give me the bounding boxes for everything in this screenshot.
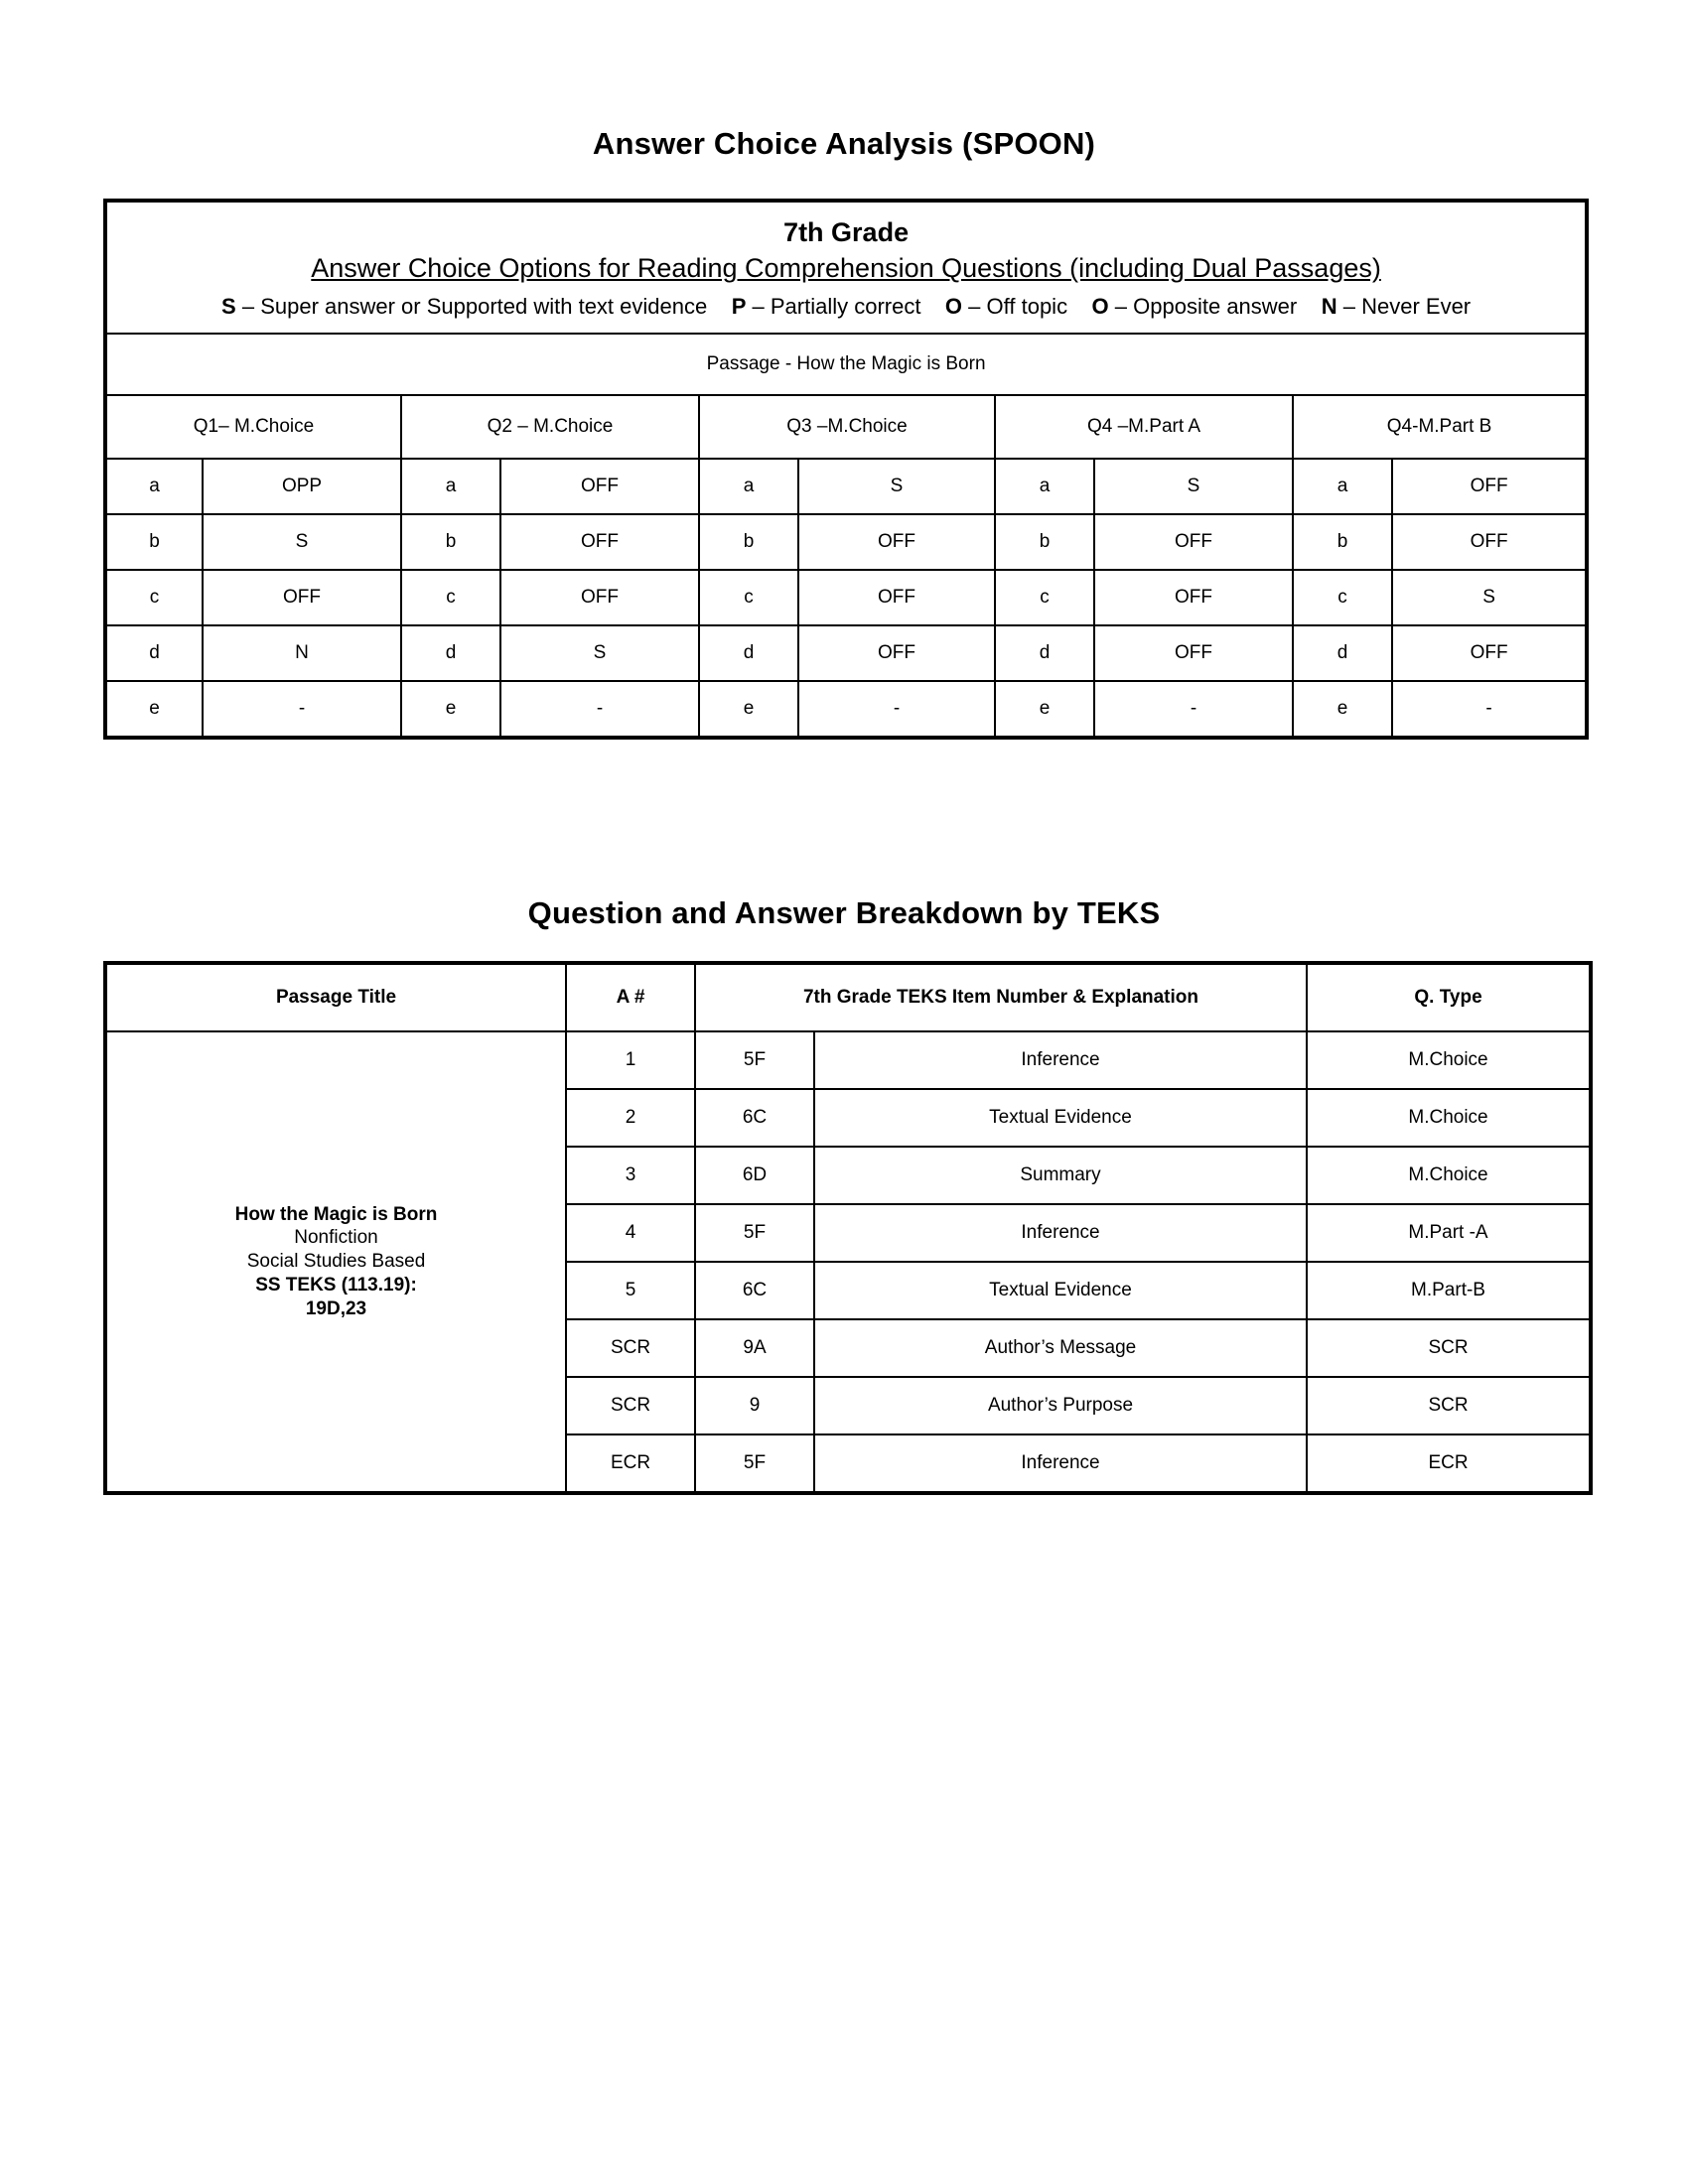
teks-explanation-cell: Textual Evidence: [814, 1262, 1307, 1319]
a-number-cell: 3: [566, 1147, 695, 1204]
choice-value: S: [798, 459, 995, 514]
choice-letter: a: [105, 459, 203, 514]
choice-value: N: [203, 625, 401, 681]
choice-value: OFF: [798, 570, 995, 625]
choice-value: OPP: [203, 459, 401, 514]
teks-explanation-cell: Textual Evidence: [814, 1089, 1307, 1147]
choice-letter: b: [1293, 514, 1392, 570]
question-type-cell: M.Choice: [1307, 1089, 1591, 1147]
teks-code-cell: 5F: [695, 1434, 814, 1493]
choice-letter: c: [699, 570, 798, 625]
table-row: [105, 459, 1587, 514]
passage-title-line-1: How the Magic is Born: [234, 1203, 438, 1225]
choice-letter: d: [1293, 625, 1392, 681]
passage-title-cell: [105, 1031, 566, 1493]
choice-letter: e: [699, 681, 798, 738]
question-header-q4-part-b: Q4-M.Part B: [1293, 395, 1587, 459]
teks-code-cell: 5F: [695, 1031, 814, 1089]
teks-explanation-cell: Summary: [814, 1147, 1307, 1204]
legend-dash-o-off: –: [968, 294, 981, 320]
question-header-q3: Q3 –M.Choice: [699, 395, 995, 459]
choice-value: OFF: [1392, 514, 1587, 570]
question-type-cell: M.Choice: [1307, 1031, 1591, 1089]
question-header-q1: Q1– M.Choice: [105, 395, 401, 459]
table-row-banner: [105, 201, 1587, 334]
grade-label: 7th Grade: [783, 217, 910, 247]
table-row: [105, 570, 1587, 625]
choice-value: OFF: [1094, 625, 1293, 681]
choice-value: OFF: [500, 514, 699, 570]
choice-value: OFF: [1392, 625, 1587, 681]
a-number-cell: ECR: [566, 1434, 695, 1493]
choice-letter: c: [1293, 570, 1392, 625]
legend-dash-s: –: [241, 294, 255, 320]
choice-letter: a: [995, 459, 1094, 514]
question-header-q2: Q2 – M.Choice: [401, 395, 699, 459]
teks-code-cell: 5F: [695, 1204, 814, 1262]
column-header-teks-item-explanation: 7th Grade TEKS Item Number & Explanation: [695, 963, 1307, 1031]
column-header-question-type: Q. Type: [1307, 963, 1591, 1031]
teks-code-cell: 9A: [695, 1319, 814, 1377]
teks-code-cell: 6C: [695, 1089, 814, 1147]
choice-letter: a: [401, 459, 500, 514]
teks-explanation-cell: Inference: [814, 1434, 1307, 1493]
table-row-question-headers: [105, 395, 1587, 459]
question-type-cell: SCR: [1307, 1319, 1591, 1377]
a-number-cell: SCR: [566, 1319, 695, 1377]
legend-text-o-off: Off topic: [986, 294, 1068, 320]
teks-explanation-cell: Author’s Message: [814, 1319, 1307, 1377]
choice-value: OFF: [203, 570, 401, 625]
teks-code-cell: 6D: [695, 1147, 814, 1204]
legend-dash-p: –: [752, 294, 765, 320]
legend-text-o-opp: Opposite answer: [1133, 294, 1298, 320]
table-row-passage: [105, 334, 1587, 395]
legend-dash-o-opp: –: [1114, 294, 1128, 320]
column-header-passage-title: Passage Title: [105, 963, 566, 1031]
choice-letter: c: [105, 570, 203, 625]
spoon-subtitle: Answer Choice Options for Reading Comprehension Questions (including Dual Passages): [311, 253, 1381, 284]
choice-value: -: [500, 681, 699, 738]
question-header-q4-part-a: Q4 –M.Part A: [995, 395, 1293, 459]
legend-key-s: S: [221, 294, 236, 320]
legend-key-p: P: [731, 294, 747, 320]
choice-letter: d: [699, 625, 798, 681]
choice-letter: e: [1293, 681, 1392, 738]
choice-value: OFF: [1094, 514, 1293, 570]
choice-value: -: [798, 681, 995, 738]
passage-subject-line: Social Studies Based: [246, 1251, 426, 1273]
choice-letter: b: [105, 514, 203, 570]
a-number-cell: 1: [566, 1031, 695, 1089]
question-type-cell: M.Part-B: [1307, 1262, 1591, 1319]
choice-letter: e: [401, 681, 500, 738]
page-title-question-answer-breakdown: Question and Answer Breakdown by TEKS: [527, 895, 1161, 930]
passage-label: Passage - How the Magic is Born: [105, 334, 1587, 395]
table-row-header: [105, 963, 1591, 1031]
choice-value: S: [1392, 570, 1587, 625]
choice-value: OFF: [798, 625, 995, 681]
a-number-cell: 4: [566, 1204, 695, 1262]
choice-letter: b: [995, 514, 1094, 570]
a-number-cell: SCR: [566, 1377, 695, 1434]
choice-value: -: [203, 681, 401, 738]
choice-value: -: [1094, 681, 1293, 738]
choice-letter: d: [105, 625, 203, 681]
passage-genre-line: Nonfiction: [294, 1227, 378, 1249]
table-row: [105, 681, 1587, 738]
choice-letter: d: [401, 625, 500, 681]
teks-explanation-cell: Inference: [814, 1031, 1307, 1089]
spoon-legend: [121, 290, 1571, 323]
legend-dash-n: –: [1342, 294, 1355, 320]
choice-value: S: [1094, 459, 1293, 514]
question-type-cell: ECR: [1307, 1434, 1591, 1493]
passage-ss-teks-codes: 19D,23: [305, 1297, 367, 1319]
question-type-cell: M.Part -A: [1307, 1204, 1591, 1262]
choice-letter: a: [1293, 459, 1392, 514]
answer-choice-analysis-table: [103, 199, 1589, 740]
question-type-cell: M.Choice: [1307, 1147, 1591, 1204]
choice-value: S: [203, 514, 401, 570]
choice-value: -: [1392, 681, 1587, 738]
choice-letter: c: [995, 570, 1094, 625]
legend-key-n: N: [1321, 294, 1337, 320]
choice-value: OFF: [1392, 459, 1587, 514]
choice-letter: b: [699, 514, 798, 570]
a-number-cell: 2: [566, 1089, 695, 1147]
column-header-a-number: A #: [566, 963, 695, 1031]
spoon-banner-cell: [105, 201, 1587, 334]
page-title-answer-choice-analysis: Answer Choice Analysis (SPOON): [592, 126, 1096, 161]
teks-explanation-cell: Author’s Purpose: [814, 1377, 1307, 1434]
passage-ss-teks-line: SS TEKS (113.19):: [255, 1274, 417, 1296]
legend-text-n: Never Ever: [1361, 294, 1472, 320]
teks-code-cell: 9: [695, 1377, 814, 1434]
table-row: [105, 514, 1587, 570]
teks-code-cell: 6C: [695, 1262, 814, 1319]
legend-key-o-opp: O: [1091, 294, 1109, 320]
question-type-cell: SCR: [1307, 1377, 1591, 1434]
table-row: [105, 625, 1587, 681]
choice-value: OFF: [500, 570, 699, 625]
a-number-cell: 5: [566, 1262, 695, 1319]
choice-value: OFF: [798, 514, 995, 570]
choice-letter: c: [401, 570, 500, 625]
choice-letter: b: [401, 514, 500, 570]
legend-text-s: Super answer or Supported with text evidence: [260, 294, 708, 320]
teks-explanation-cell: Inference: [814, 1204, 1307, 1262]
choice-letter: e: [995, 681, 1094, 738]
teks-breakdown-table: [103, 961, 1593, 1495]
legend-key-o-off: O: [944, 294, 963, 320]
choice-letter: d: [995, 625, 1094, 681]
table-row: [105, 1031, 1591, 1089]
choice-value: OFF: [500, 459, 699, 514]
choice-value: OFF: [1094, 570, 1293, 625]
choice-letter: a: [699, 459, 798, 514]
legend-text-p: Partially correct: [770, 294, 921, 320]
choice-letter: e: [105, 681, 203, 738]
choice-value: S: [500, 625, 699, 681]
